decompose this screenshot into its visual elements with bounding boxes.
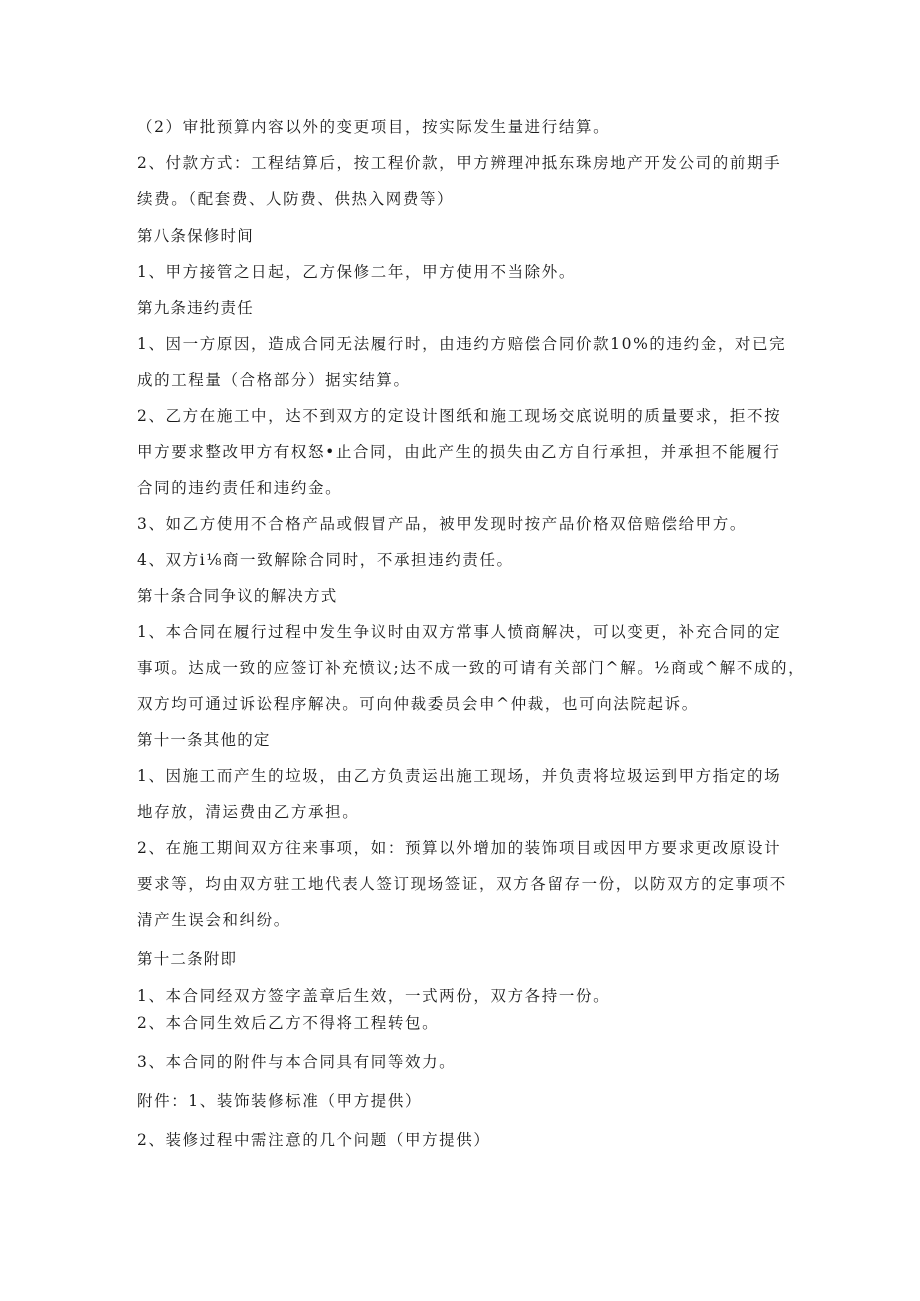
- clause-9-item-1-line-2: 成的工程量（合格部分）据实结算。: [137, 371, 411, 389]
- clause-10-item-1-line-2: 事项。达成一致的应签订补充愤议;达不成一致的可请有关部门^解。½商或^解不成的，: [137, 659, 806, 677]
- clause-9-item-2-line-1: 2、乙方在施工中，达不到双方的定设计图纸和施工现场交底说明的质量要求，拒不按: [137, 407, 782, 425]
- clause-11-item-1-line-1: 1、因施工而产生的垃圾，由乙方负责运出施工现场，并负责将垃圾运到甲方指定的场: [137, 767, 782, 785]
- clause-7-item-2-approval: （2）审批预算内容以外的变更项目，按实际发生量进行结算。: [137, 118, 611, 136]
- heading-clause-12: 第十二条附即: [137, 950, 238, 968]
- clause-9-item-4: 4、双方i⅛商一致解除合同时，不承担违约责任。: [137, 551, 514, 569]
- clause-11-item-2-line-2: 要求等，均由双方驻工地代表人签订现场签证，双方各留存一份，以防双方的定事项不: [137, 875, 787, 893]
- heading-clause-11: 第十一条其他的定: [137, 731, 271, 749]
- heading-clause-10: 第十条合同争议的解决方式: [137, 587, 338, 605]
- heading-clause-8: 第八条保修时间: [137, 227, 254, 245]
- clause-7-payment-line-2: 续费。（配套费、人防费、供热入网费等）: [137, 190, 455, 208]
- attachment-item-2: 2、装修过程中需注意的几个问题（甲方提供）: [137, 1131, 491, 1149]
- clause-8-item-1: 1、甲方接管之日起，乙方保修二年，甲方使用不当除外。: [137, 263, 576, 281]
- clause-12-item-2: 2、本合同生效后乙方不得将工程转包。: [137, 1014, 440, 1032]
- clause-7-payment-line-1: 2、付款方式：工程结算后，按工程价款，甲方辨理冲抵东珠房地产开发公司的前期手: [137, 154, 782, 172]
- clause-10-item-1-line-3: 双方均可通过诉讼程序解决。可向仲裁委员会申^仲裁，也可向法院起诉。: [137, 695, 699, 713]
- heading-clause-9: 第九条违约责任: [137, 299, 254, 317]
- clause-11-item-2-line-3: 清产生误会和纠纷。: [137, 911, 291, 929]
- clause-11-item-2-line-1: 2、在施工期间双方往来事项，如：预算以外增加的装饰项目或因甲方要求更改原设计: [137, 839, 782, 857]
- clause-10-item-1-line-1: 1、本合同在履行过程中发生争议时由双方常事人愤商解决，可以变更，补充合同的定: [137, 623, 782, 641]
- attachment-item-1: 附件：1、装饰装修标准（甲方提供）: [137, 1092, 423, 1110]
- clause-12-item-3: 3、本合同的附件与本合同具有同等效力。: [137, 1053, 457, 1071]
- clause-9-item-3: 3、如乙方使用不合格产品或假冒产品，被甲发现时按产品价格双倍赔偿给甲方。: [137, 515, 747, 533]
- clause-9-item-2-line-2: 甲方要求整改甲方有权怒•止合同，由此产生的损失由乙方自行承担，并承担不能履行: [137, 443, 781, 461]
- clause-9-item-1-line-1: 1、因一方原因，造成合同无法履行时，由违约方赔偿合同价款10%的违约金，对已完: [137, 335, 787, 353]
- clause-11-item-1-line-2: 地存放，清运费由乙方承担。: [137, 803, 360, 821]
- clause-9-item-2-line-3: 合同的违约责任和违约金。: [137, 479, 343, 497]
- clause-12-item-1: 1、本合同经双方签字盖章后生效，一式两份，双方各持一份。: [137, 987, 611, 1005]
